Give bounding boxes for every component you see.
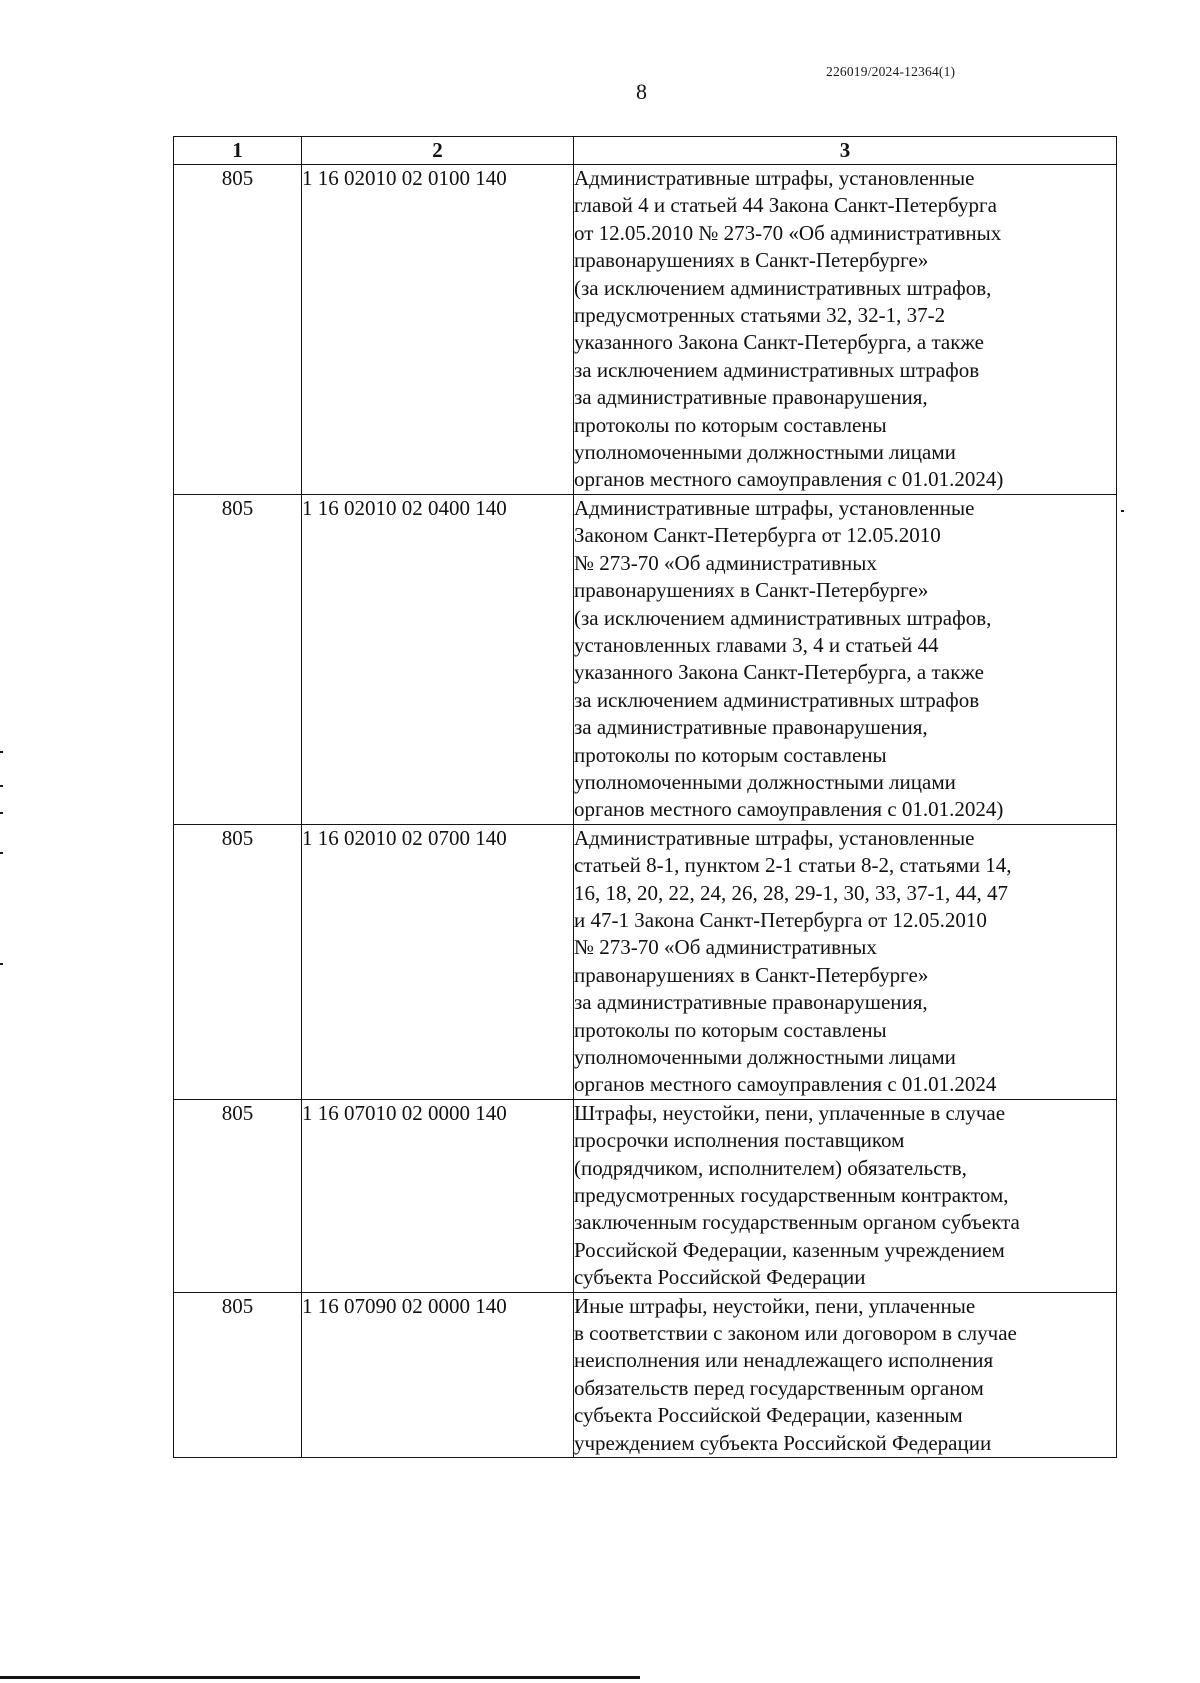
description-line: № 273-70 «Об административных: [574, 550, 877, 575]
revenue-description-cell: [574, 1292, 1117, 1457]
description-line: обязательств перед государственным органом: [574, 1375, 984, 1400]
revenue-description-cell: [574, 1099, 1117, 1292]
description-line: заключенным государственным органом субъекта: [574, 1210, 1020, 1235]
scan-mark: [0, 751, 3, 753]
administrator-code-cell: 805: [174, 494, 302, 824]
budget-codes-table: [173, 136, 1117, 1458]
description-line: в соответствии с законом или договором в случае: [574, 1321, 1017, 1346]
description-line: Административные штрафы, установленные: [574, 825, 975, 850]
description-line: правонарушениях в Санкт-Петербурге»: [574, 962, 929, 987]
table-row: [174, 494, 1117, 824]
description-line: Иные штрафы, неустойки, пени, уплаченные: [574, 1293, 976, 1318]
description-line: указанного Закона Санкт-Петербурга, а также: [574, 330, 984, 355]
scan-mark: [1121, 510, 1124, 512]
revenue-description-cell: [574, 165, 1117, 495]
description-line: за административные правонарушения,: [574, 715, 928, 740]
description-line: уполномоченными должностными лицами: [574, 769, 956, 794]
document-registration-number: 226019/2024-12364(1): [826, 64, 956, 79]
description-line: за исключением административных штрафов: [574, 357, 980, 382]
column-header-2: 2: [302, 137, 574, 165]
administrator-code-cell: 805: [174, 1292, 302, 1457]
description-line: уполномоченными должностными лицами: [574, 440, 956, 465]
description-line: предусмотренных статьями 32, 32-1, 37-2: [574, 303, 946, 328]
description-line: (за исключением административных штрафов,: [574, 275, 992, 300]
description-line: правонарушениях в Санкт-Петербурге»: [574, 578, 929, 603]
column-header-3: 3: [574, 137, 1117, 165]
description-line: Штрафы, неустойки, пени, уплаченные в случае: [574, 1100, 1006, 1125]
table-row: [174, 165, 1117, 495]
description-line: протоколы по которым составлены: [574, 412, 887, 437]
column-header-1: 1: [174, 137, 302, 165]
budget-classification-code-cell: 1 16 02010 02 0700 140: [302, 824, 574, 1099]
description-line: статьей 8-1, пунктом 2-1 статьи 8-2, статьями 14,: [574, 853, 1012, 878]
page-number: 8: [636, 79, 647, 104]
scan-edge-rule: [0, 1676, 640, 1679]
budget-classification-code-cell: 1 16 02010 02 0100 140: [302, 165, 574, 495]
description-line: и 47-1 Закона Санкт-Петербурга от 12.05.2010: [574, 907, 987, 932]
description-line: № 273-70 «Об административных: [574, 935, 877, 960]
description-line: за административные правонарушения,: [574, 385, 928, 410]
description-line: учреждением субъекта Российской Федерации: [574, 1430, 992, 1455]
description-line: за административные правонарушения,: [574, 990, 928, 1015]
description-line: за исключением административных штрафов: [574, 687, 980, 712]
description-line: органов местного самоуправления с 01.01.2024: [574, 1072, 997, 1097]
description-line: 16, 18, 20, 22, 24, 26, 28, 29-1, 30, 33, 37-1, 44, 47: [574, 880, 1008, 905]
revenue-description-cell: [574, 824, 1117, 1099]
description-line: главой 4 и статьей 44 Закона Санкт-Петербурга: [574, 193, 997, 218]
budget-classification-code-cell: 1 16 07010 02 0000 140: [302, 1099, 574, 1292]
description-line: установленных главами 3, 4 и статьей 44: [574, 632, 939, 657]
scan-mark: [0, 785, 3, 787]
administrator-code-cell: 805: [174, 165, 302, 495]
description-line: указанного Закона Санкт-Петербурга, а также: [574, 660, 984, 685]
description-line: уполномоченными должностными лицами: [574, 1045, 956, 1069]
description-line: Административные штрафы, установленные: [574, 495, 975, 520]
description-line: субъекта Российской Федерации: [574, 1265, 866, 1290]
description-line: Законом Санкт-Петербурга от 12.05.2010: [574, 523, 941, 548]
administrator-code-cell: 805: [174, 824, 302, 1099]
scan-mark: [0, 852, 3, 854]
description-line: Административные штрафы, установленные: [574, 166, 975, 190]
description-line: от 12.05.2010 № 273-70 «Об административных: [574, 220, 1002, 245]
description-line: субъекта Российской Федерации, казенным: [574, 1403, 963, 1428]
description-line: (подрядчиком, исполнителем) обязательств,: [574, 1155, 967, 1180]
description-line: правонарушениях в Санкт-Петербурге»: [574, 248, 929, 273]
budget-classification-code-cell: 1 16 07090 02 0000 140: [302, 1292, 574, 1457]
administrator-code-cell: 805: [174, 1099, 302, 1292]
description-line: протоколы по которым составлены: [574, 1017, 887, 1042]
description-line: органов местного самоуправления с 01.01.2024): [574, 467, 1004, 492]
table-header-row: [174, 137, 1117, 165]
description-line: просрочки исполнения поставщиком: [574, 1128, 905, 1153]
description-line: неисполнения или ненадлежащего исполнения: [574, 1348, 994, 1373]
description-line: (за исключением административных штрафов,: [574, 605, 992, 630]
description-line: органов местного самоуправления с 01.01.2024): [574, 797, 1004, 822]
table-body: [174, 165, 1117, 1458]
scan-mark: [0, 812, 3, 814]
revenue-description-cell: [574, 494, 1117, 824]
table-row: [174, 1099, 1117, 1292]
description-line: предусмотренных государственным контрактом,: [574, 1183, 1009, 1208]
description-line: Российской Федерации, казенным учреждением: [574, 1237, 1005, 1262]
scan-mark: [0, 963, 3, 965]
description-line: протоколы по которым составлены: [574, 742, 887, 767]
budget-classification-code-cell: 1 16 02010 02 0400 140: [302, 494, 574, 824]
table-row: [174, 1292, 1117, 1457]
table-row: [174, 824, 1117, 1099]
